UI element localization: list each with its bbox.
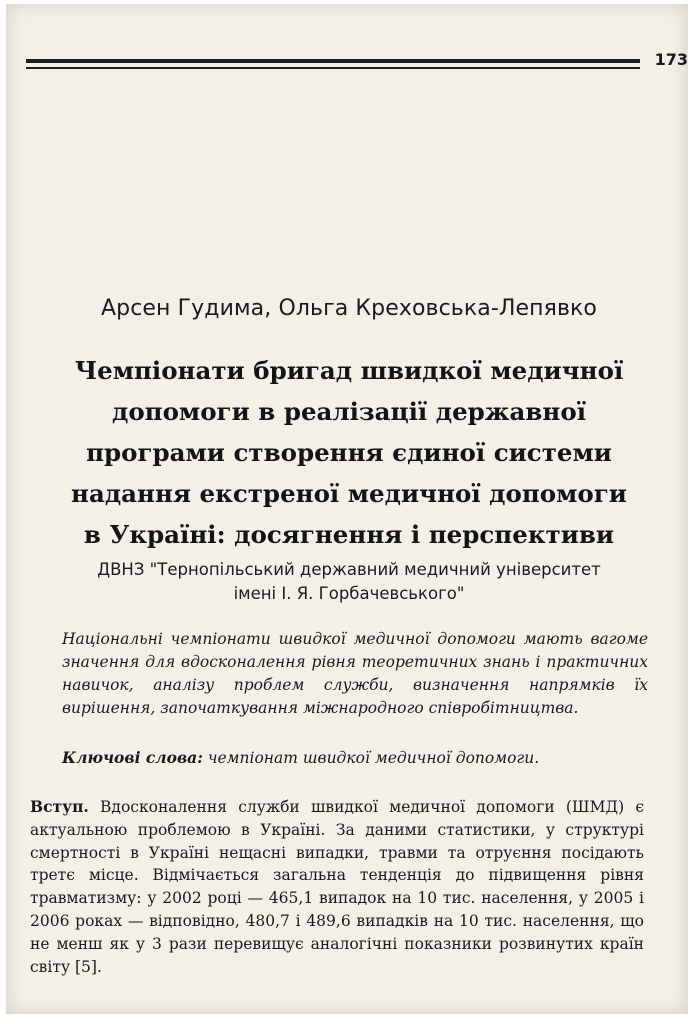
header-rule-thick — [26, 59, 640, 63]
keywords-text: чемпіонат швидкої медичної допомоги. — [202, 749, 540, 767]
intro-text: Вдосконалення служби швидкої медичної допомоги (ШМД) є актуальною проблемою в Україні. За даними статистики, у структурі смертності в Україні нещасні випадки, травми та отруєння посідають третє місце. Відмічається загальна тенденція до підвищення рівня травматизму: у 2002 році — 465,1 випадок на 10 тис. населення, у 2005 і 2006 роках — відповідно, 480,7 і 489,6 випадків на 10 тис. населення, що не менш як у 3 рази перевищує аналогічні показники розвинутих країн світу [5]. — [30, 798, 644, 976]
title-line: надання екстреної медичної допомоги — [71, 479, 627, 508]
intro-paragraph — [30, 796, 644, 978]
page-number: 173 — [654, 50, 688, 69]
affiliation-line: імені І. Я. Горбачевського" — [233, 584, 465, 603]
keywords-label: Ключові слова: — [62, 748, 203, 767]
keywords-line — [62, 746, 648, 770]
title-line: в Україні: досягнення і перспективи — [83, 520, 615, 549]
title-line: програми створення єдиної системи — [86, 438, 612, 467]
article-title — [40, 350, 658, 555]
author-affiliation — [26, 558, 672, 606]
title-line: Чемпіонати бригад швидкої медичної — [74, 356, 624, 385]
article-authors: Арсен Гудима, Ольга Креховська-Лепявко — [101, 296, 597, 321]
abstract-paragraph: Національні чемпіонати швидкої медичної допомоги мають вагоме значення для вдосконалення рівня теоретичних знань і практичних навичок, аналізу проблем служби, визначення напрямків їх вирішення, започаткування міжнародного співробітництва. — [62, 630, 648, 717]
header-rule-thin — [26, 67, 640, 69]
title-line: допомоги в реалізації державної — [111, 397, 587, 426]
affiliation-line: ДВНЗ "Тернопільський державний медичний університет — [97, 560, 601, 579]
intro-label: Вступ. — [30, 797, 89, 816]
